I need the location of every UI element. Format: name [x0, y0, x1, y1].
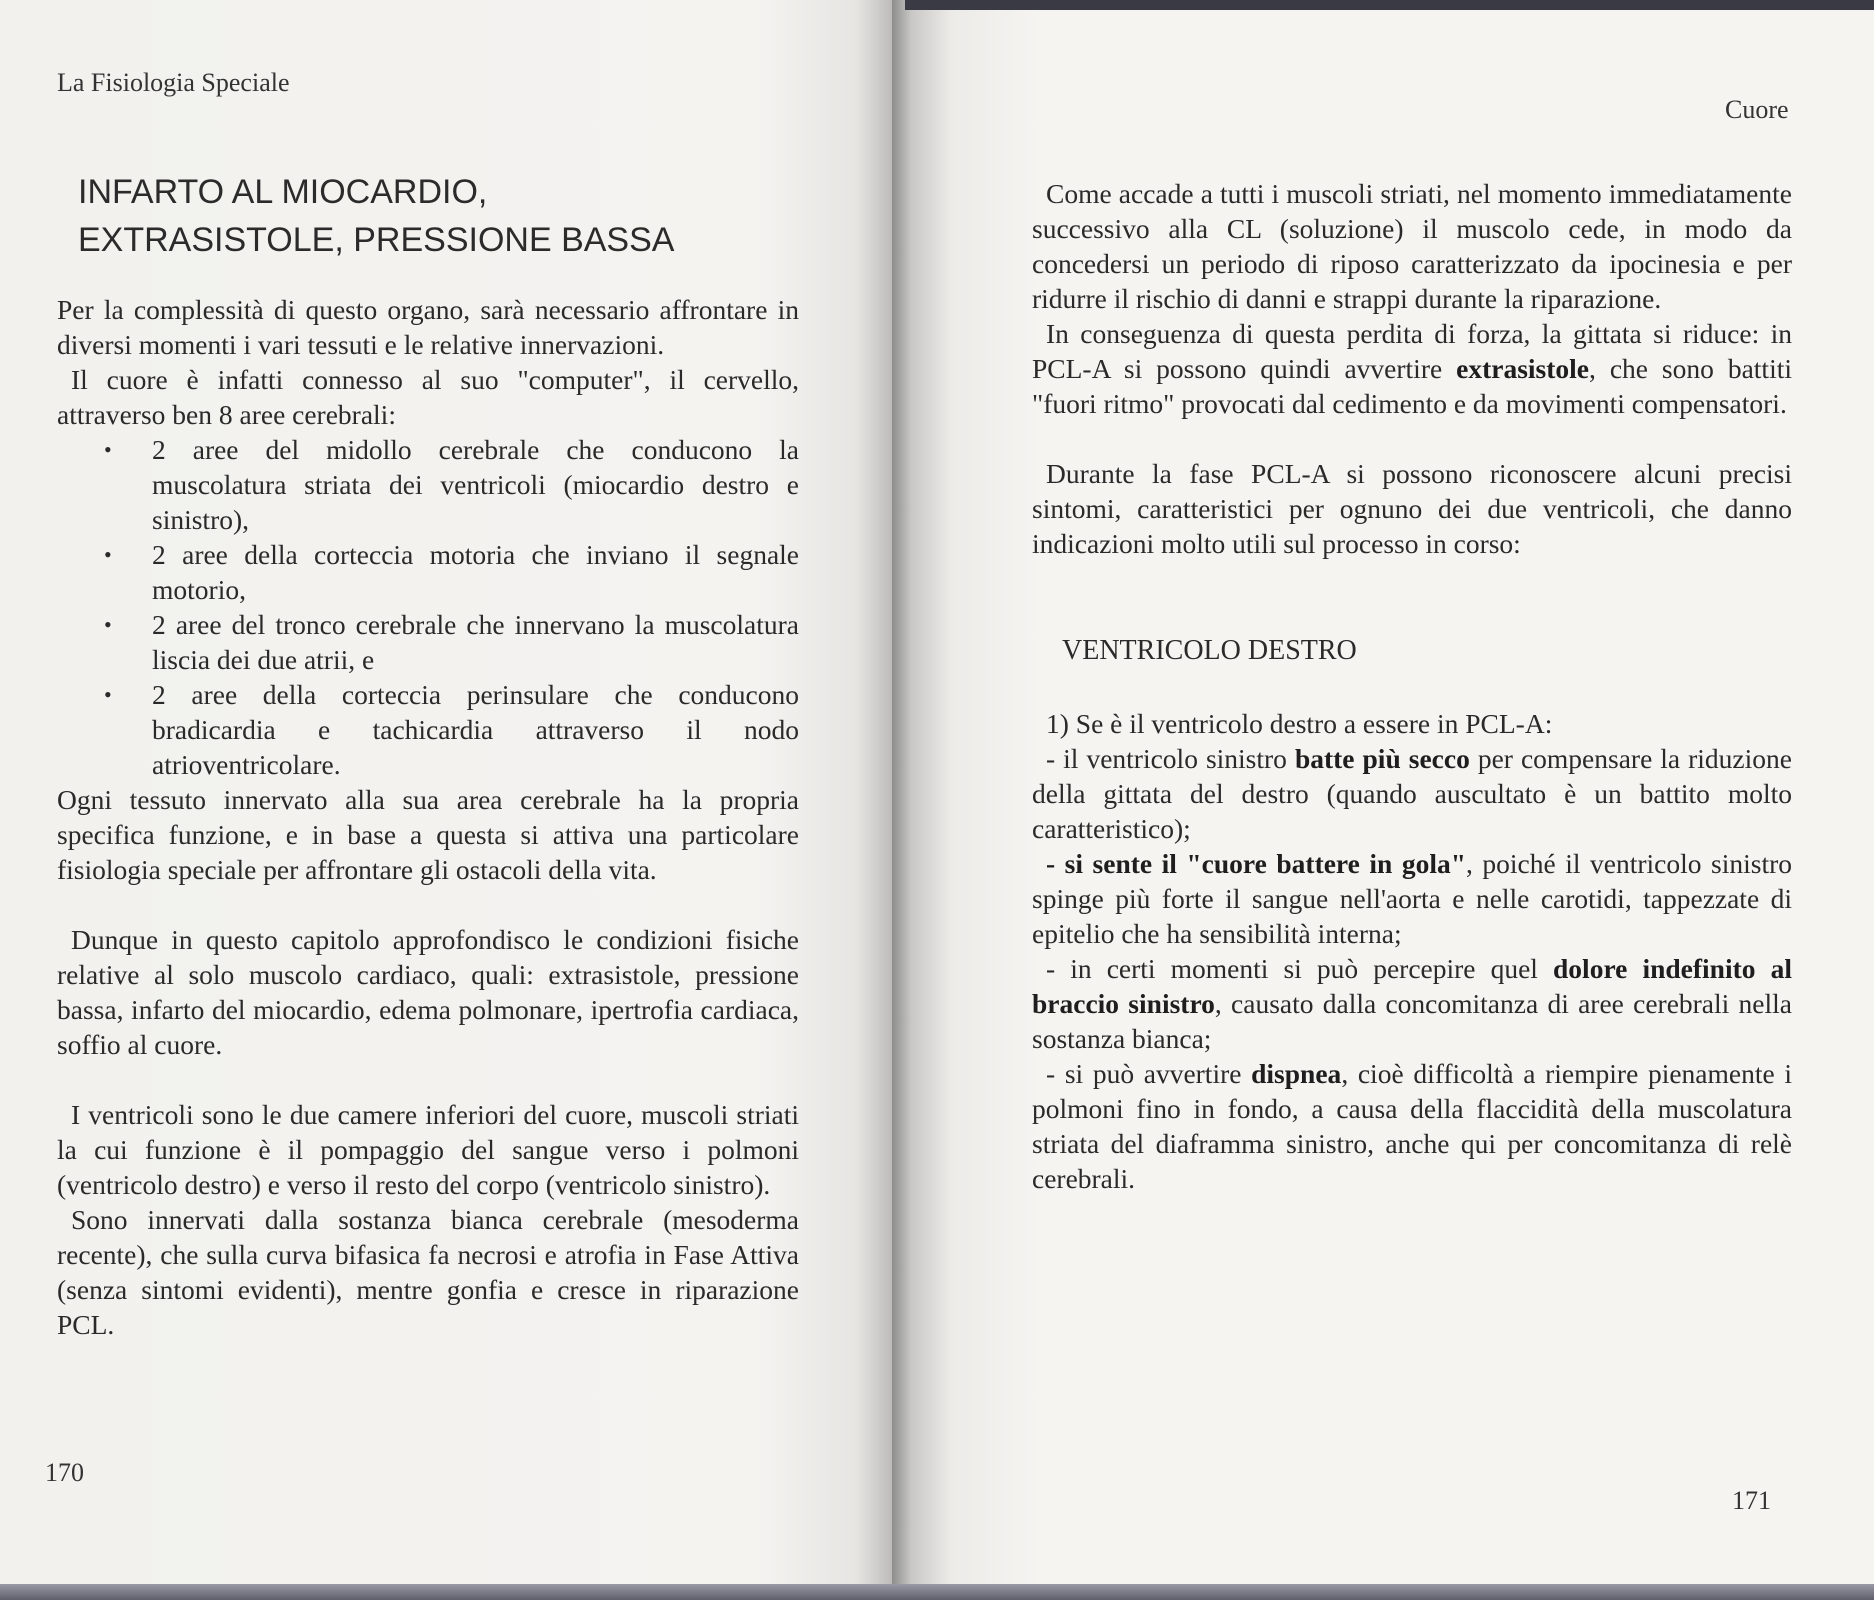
chapter-title: [78, 168, 674, 264]
running-head: Cuore: [1725, 95, 1789, 124]
text: Per la complessità di questo organo, sarà necessario affrontare in diversi momenti i vari tessuti e le relative innervazioni.: [57, 294, 799, 360]
bold-text: batte più secco: [1294, 743, 1470, 774]
list-item: • 2 aree della corteccia perinsulare che conducono bradicardia e tachicardia attraverso il nodo atrioventricolare.: [152, 677, 799, 782]
chapter-title-line-1: INFARTO AL MIOCARDIO,: [78, 173, 488, 211]
paragraph: [57, 1202, 799, 1342]
text: - il ventricolo sinistro: [1046, 743, 1295, 774]
paragraph: [57, 1097, 799, 1202]
paragraph: [1032, 316, 1792, 421]
bold-text: - si sente il "cuore battere in gola": [1046, 848, 1466, 879]
right-body-text: [1032, 176, 1792, 1196]
text: Come accade a tutti i muscoli striati, nel momento immediatamente successivo alla CL (soluzione) il muscolo cede, in modo da concedersi un periodo di riposo caratterizzato da ipocinesia e per ridurre il rischio di danni e strappi durante la riparazione.: [1032, 178, 1792, 314]
text: , cioè difficoltà a riempire pienamente i polmoni fino in fondo, a causa della flaccidità della muscolatura striata del diaframma sinistro, anche qui per concomitanza di relè cerebrali.: [1032, 1058, 1792, 1194]
paragraph: [57, 922, 799, 1062]
text: , poiché il ventricolo sinistro spinge più forte il sangue nell'aorta e nelle carotidi, tappezzate di epitelio che ha sensibilità interna;: [1032, 848, 1792, 949]
text: Sono innervati dalla sostanza bianca cerebrale (mesoderma recente), che sulla curva bifasica fa necrosi e atrofia in Fase Attiva (senza sintomi evidenti), mentre gonfia e cresce in riparazione PCL.: [57, 1204, 799, 1340]
list-item: • 2 aree del tronco cerebrale che innervano la muscolatura liscia dei due atrii, e: [152, 607, 799, 677]
bold-text: dolore indefinito al braccio sinistro: [1032, 953, 1792, 1019]
text: Ogni tessuto innervato alla sua area cerebrale ha la propria specifica funzione, e in base a questa si attiva una particolare fisiologia speciale per affrontare gli ostacoli della vita.: [57, 784, 799, 885]
paragraph: [57, 292, 799, 362]
section-heading: VENTRICOLO DESTRO: [1062, 635, 1357, 666]
bullet-list: [57, 432, 799, 782]
page-number: 171: [1732, 1486, 1771, 1515]
running-head: La Fisiologia Speciale: [57, 68, 290, 97]
paragraph: [57, 782, 799, 887]
text: - si può avvertire: [1046, 1058, 1252, 1089]
text: Dunque in questo capitolo approfondisco le condizioni fisiche relative al solo muscolo cardiaco, quali: extrasistole, pressione bassa, infarto del miocardio, edema polmonare, ipertrofia cardiaca, soffio al cuore.: [57, 924, 799, 1060]
paragraph: [1032, 741, 1792, 846]
text: , causato dalla concomitanza di aree cerebrali nella sostanza bianca;: [1032, 988, 1792, 1054]
text: , che sono battiti "fuori ritmo" provocati dal cedimento e da movimenti compensatori.: [1032, 353, 1792, 419]
paragraph: [1032, 176, 1792, 316]
chapter-title-line-2: EXTRASISTOLE, PRESSIONE BASSA: [78, 221, 675, 259]
scan-edge-bottom: [0, 1584, 1874, 1600]
text: per compensare la riduzione della gittata del destro (quando auscultato è un battito molto caratteristico);: [1032, 743, 1792, 844]
list-item: • 2 aree della corteccia motoria che inviano il segnale motorio,: [152, 537, 799, 607]
bold-text: dispnea: [1251, 1058, 1342, 1089]
scan-edge-top: [905, 0, 1874, 10]
text: Durante la fase PCL-A si possono riconoscere alcuni precisi sintomi, caratteristici per ognuno dei due ventricoli, che danno indicazioni molto utili sul processo in corso:: [1032, 458, 1792, 559]
paragraph: [57, 362, 799, 432]
right-page: [892, 0, 1874, 1584]
text: Il cuore è infatti connesso al suo "computer", il cervello, attraverso ben 8 aree cerebrali:: [57, 364, 799, 430]
page-number: 170: [45, 1458, 84, 1487]
paragraph: [1032, 456, 1792, 561]
text: 1) Se è il ventricolo destro a essere in PCL-A:: [1046, 708, 1553, 739]
paragraph: [1032, 951, 1792, 1056]
paragraph: [1032, 706, 1792, 741]
text: In conseguenza di questa perdita di forza, la gittata si riduce: in PCL-A si possono quindi avvertire: [1032, 318, 1792, 384]
text: - in certi momenti si può percepire quel: [1046, 953, 1554, 984]
left-body-text: [57, 292, 799, 1342]
paragraph: [1032, 846, 1792, 951]
paragraph: [1032, 1056, 1792, 1196]
list-item: • 2 aree del midollo cerebrale che conducono la muscolatura striata dei ventricoli (miocardio destro e sinistro),: [152, 432, 799, 537]
left-page: [0, 0, 892, 1584]
text: I ventricoli sono le due camere inferiori del cuore, muscoli striati la cui funzione è il pompaggio del sangue verso i polmoni (ventricolo destro) e verso il resto del corpo (ventricolo sinistro).: [57, 1099, 799, 1200]
bold-text: extrasistole: [1456, 353, 1590, 384]
